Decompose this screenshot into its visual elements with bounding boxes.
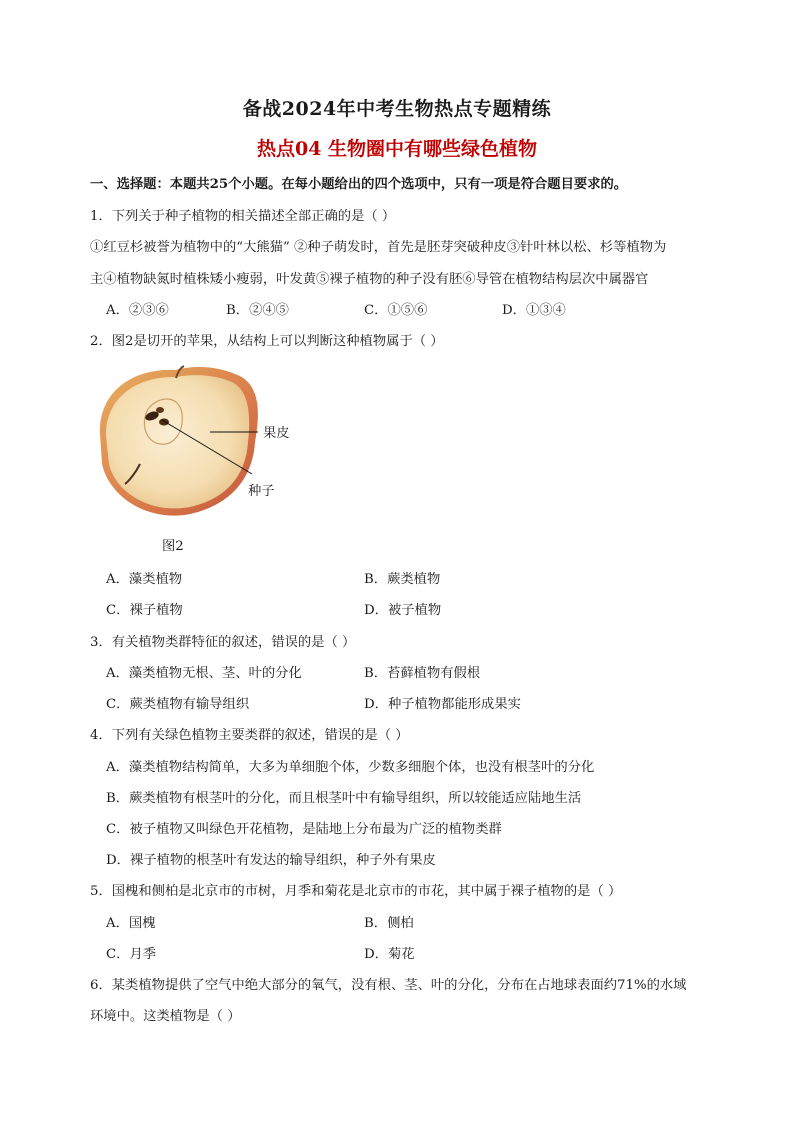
section-heading: 一、选择题：本题共25个小题。在每小题给出的四个选项中，只有一项是符合题目要求的。 [90,177,628,192]
question-1-statement-line-1: ①红豆杉被誉为植物中的“大熊猫” ②种子萌发时，首先是胚芽突破种皮③针叶林以松、杉等植物为 [90,240,667,255]
question-4-option-a[interactable]: A．藻类植物结构简单，大多为单细胞个体，少数多细胞个体，也没有根茎叶的分化 [106,760,595,775]
question-5-option-a[interactable]: A．国槐 [106,916,156,931]
page-subtitle: 热点04 生物圈中有哪些绿色植物 [256,138,538,160]
question-1-option-b[interactable]: B．②④⑤ [226,303,289,318]
question-1-option-a[interactable]: A．②③⑥ [106,303,169,318]
question-2-option-a[interactable]: A．藻类植物 [106,572,183,587]
question-3-stem: 3．有关植物类群特征的叙述，错误的是（ ） [90,635,356,650]
question-5-stem: 5．国槐和侧柏是北京市的市树，月季和菊花是北京市的市花，其中属于裸子植物的是（ ） [90,884,622,899]
question-5-option-d[interactable]: D．菊花 [364,947,415,962]
question-3-option-b[interactable]: B．苔藓植物有假根 [364,666,481,681]
question-1-option-c[interactable]: C．①⑤⑥ [364,303,428,318]
label-peel: 果皮 [263,426,290,441]
question-6-stem-line-2: 环境中。这类植物是（ ） [90,1009,241,1024]
label-seed: 种子 [248,484,275,499]
page-title: 备战2024年中考生物热点专题精练 [242,98,552,120]
apple-illustration [100,366,258,516]
question-5-option-b[interactable]: B．侧柏 [364,916,414,931]
question-4-stem: 4．下列有关绿色植物主要类群的叙述，错误的是（ ） [90,728,409,743]
question-1-stem: 1．下列关于种子植物的相关描述全部正确的是（ ） [90,209,396,224]
question-3-option-d[interactable]: D．种子植物都能形成果实 [364,697,521,712]
question-1-statement-line-2: 主④植物缺氮时植株矮小瘦弱，叶发黄⑤裸子植物的种子没有胚⑥导管在植物结构层次中属器官 [90,272,649,287]
question-2-option-b[interactable]: B．蕨类植物 [364,572,441,587]
question-6-stem: 6．某类植物提供了空气中绝大部分的氧气，没有根、茎、叶的分化，分布在占地球表面约71%的水域 [90,978,687,993]
question-2-option-c[interactable]: C．裸子植物 [106,603,183,618]
question-3-option-a[interactable]: A．藻类植物无根、茎、叶的分化 [106,666,302,681]
question-4-option-d[interactable]: D．裸子植物的根茎叶有发达的输导组织，种子外有果皮 [106,853,436,868]
question-4-option-b[interactable]: B．蕨类植物有根茎叶的分化，而且根茎叶中有输导组织，所以较能适应陆地生活 [106,791,582,806]
question-1-option-d[interactable]: D．①③④ [502,303,566,318]
apple-figure [90,364,320,524]
question-2-option-d[interactable]: D．被子植物 [364,603,442,618]
figure-caption: 图2 [162,539,184,554]
question-2-stem: 2．图2是切开的苹果，从结构上可以判断这种植物属于（ ） [90,334,444,349]
question-5-option-c[interactable]: C．月季 [106,947,157,962]
question-3-option-c[interactable]: C．蕨类植物有输导组织 [106,697,250,712]
question-4-option-c[interactable]: C．被子植物又叫绿色开花植物，是陆地上分布最为广泛的植物类群 [106,822,502,837]
